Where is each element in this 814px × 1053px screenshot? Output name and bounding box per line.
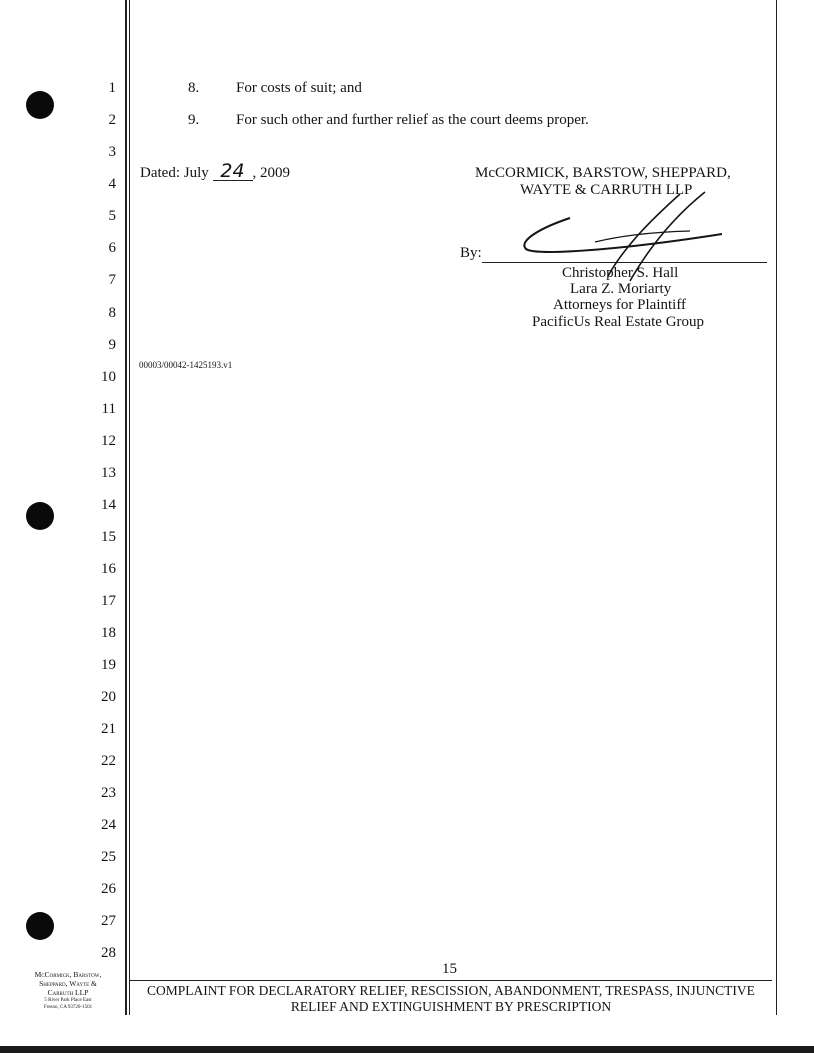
line-number: 11 xyxy=(101,401,116,417)
signatory-role: Attorneys for Plaintiff xyxy=(553,297,687,313)
firm-name-line1: McCORMICK, BARSTOW, SHEPPARD, xyxy=(475,165,731,181)
left-margin-rule-inner xyxy=(129,0,130,1015)
dated-day: 24 xyxy=(213,162,253,181)
line-number: 14 xyxy=(101,497,116,513)
dated-prefix: Dated: July xyxy=(140,165,213,181)
left-margin-rule xyxy=(125,0,127,1015)
dated-line xyxy=(140,162,290,182)
line-number: 12 xyxy=(101,433,116,449)
line-number: 13 xyxy=(101,465,116,481)
footer-firm-line: Carruth LLP xyxy=(47,988,89,997)
footer-title-line1: COMPLAINT FOR DECLARATORY RELIEF, RESCISSION, ABANDONMENT, TRESPASS, INJUNCTIVE xyxy=(147,983,755,998)
line-number: 10 xyxy=(101,369,116,385)
scan-edge xyxy=(0,1046,814,1053)
line-number: 1 xyxy=(108,80,116,96)
signatory-name: Christopher S. Hall xyxy=(562,265,679,281)
footer-firm-address: 5 River Park Place East xyxy=(44,998,92,1003)
footer-firm xyxy=(14,970,122,1011)
client-name: PacificUs Real Estate Group xyxy=(532,314,705,330)
dated-suffix: , 2009 xyxy=(252,165,290,181)
line-number: 25 xyxy=(101,849,116,865)
line-number: 18 xyxy=(101,625,116,641)
page-number: 15 xyxy=(442,961,457,977)
item-number: 9. xyxy=(188,112,200,128)
punch-hole-top xyxy=(26,91,54,119)
item-number: 8. xyxy=(188,80,200,96)
by-label: By: xyxy=(460,245,482,261)
line-number: 17 xyxy=(101,593,116,609)
firm-name-line2: WAYTE & CARRUTH LLP xyxy=(520,182,693,198)
item-text: For such other and further relief as the court deems proper. xyxy=(236,112,589,128)
item-text: For costs of suit; and xyxy=(236,80,362,96)
line-number: 7 xyxy=(108,272,116,288)
punch-hole-bottom xyxy=(26,912,54,940)
line-number: 27 xyxy=(101,913,116,929)
line-number: 19 xyxy=(101,657,116,673)
right-margin-rule xyxy=(776,0,777,1015)
footer-firm-line: Sheppard, Wayte & xyxy=(39,979,97,988)
line-number: 5 xyxy=(108,208,116,224)
line-number: 2 xyxy=(108,112,116,128)
line-number: 24 xyxy=(101,817,116,833)
line-number: 3 xyxy=(108,144,116,160)
punch-hole-middle xyxy=(26,502,54,530)
line-number: 28 xyxy=(101,945,116,961)
line-number: 4 xyxy=(108,176,116,192)
line-number: 20 xyxy=(101,689,116,705)
line-number: 8 xyxy=(108,305,116,321)
line-number: 9 xyxy=(108,337,116,353)
line-number: 26 xyxy=(101,881,116,897)
footer-rule xyxy=(130,980,772,981)
footer-title-line2: RELIEF AND EXTINGUISHMENT BY PRESCRIPTION xyxy=(290,999,612,1014)
footer-firm-line: McCormick, Barstow, xyxy=(34,970,102,979)
line-number: 23 xyxy=(101,785,116,801)
signatory-name: Lara Z. Moriarty xyxy=(570,281,672,297)
line-number: 15 xyxy=(101,529,116,545)
footer-title xyxy=(138,983,764,1015)
line-number: 22 xyxy=(101,753,116,769)
line-number: 21 xyxy=(101,721,116,737)
line-number: 6 xyxy=(108,240,116,256)
footer-firm-address: Fresno, CA 93720-1501 xyxy=(43,1005,93,1010)
document-id: 00003/00042-1425193.v1 xyxy=(139,360,233,370)
line-number: 16 xyxy=(101,561,116,577)
